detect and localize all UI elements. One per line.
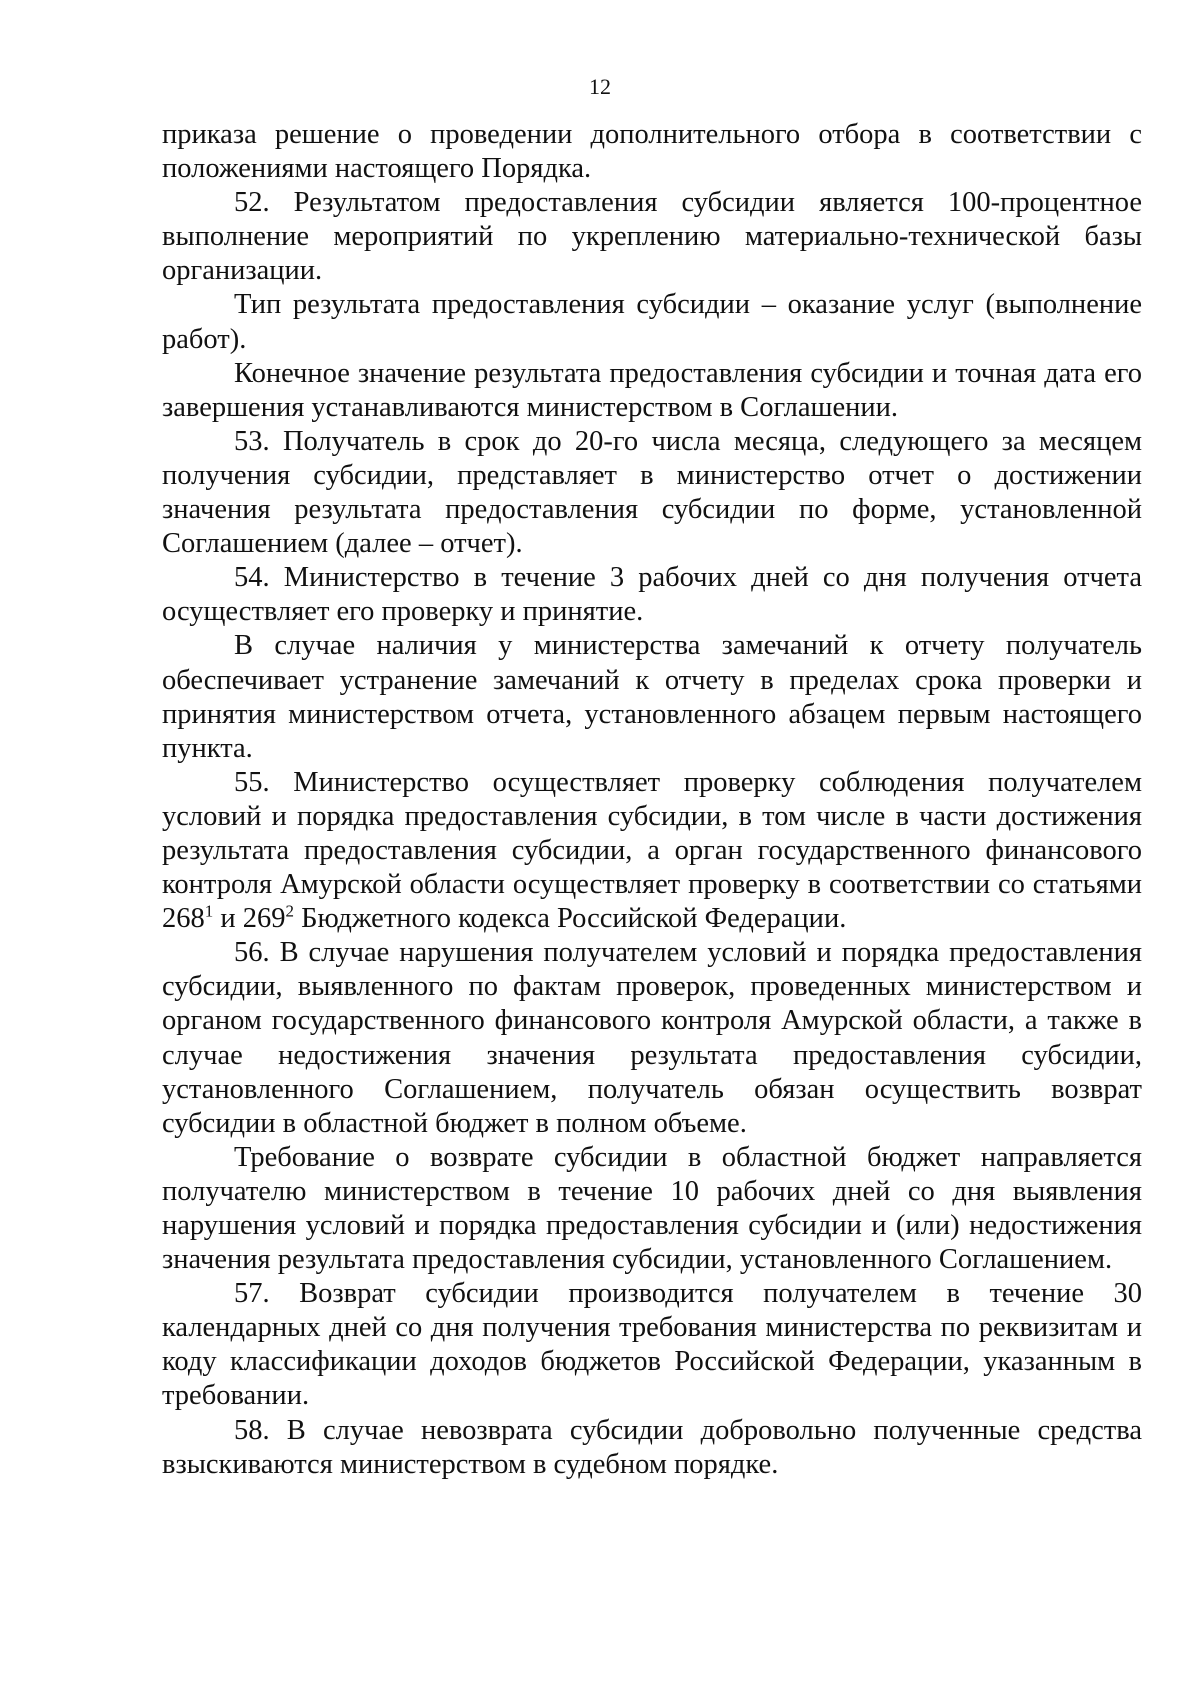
document-body: [162, 118, 1142, 1482]
conjunction: и: [213, 903, 243, 935]
paragraph-continuation: приказа решение о проведении дополнительного отбора в соответствии с положениями настоящего Порядка.: [162, 119, 1142, 185]
paragraph-56: 56. В случае нарушения получателем условий и порядка предоставления субсидии, выявленного по фактам проверок, проведенных министерством и органом государственного финансового контроля Амурской области, а также в случае недостижения значения результата предоставления субсидии, установленного Соглашением, получатель обязан осуществить возврат субсидии в областной бюджет в полном объеме.: [162, 937, 1142, 1139]
paragraph-57: 57. Возврат субсидии производится получателем в течение 30 календарных дней со дня получения требования министерства по реквизитам и коду классификации доходов бюджетов Российской Федерации, указанным в требовании.: [162, 1278, 1142, 1412]
paragraph-result-type: Тип результата предоставления субсидии – оказание услуг (выполнение работ).: [162, 289, 1142, 355]
page-number: 12: [589, 74, 611, 99]
paragraph-52: 52. Результатом предоставления субсидии является 100-процентное выполнение мероприятий по укреплению материально-технической базы организации.: [162, 187, 1142, 287]
paragraph-54: 54. Министерство в течение 3 рабочих дней со дня получения отчета осуществляет его проверку и принятие.: [162, 562, 1142, 628]
article-269: 269: [242, 903, 286, 935]
paragraph-58: 58. В случае невозврата субсидии добровольно полученные средства взыскиваются министерством в судебном порядке.: [162, 1414, 1142, 1480]
paragraph-55: [162, 766, 1142, 936]
paragraph-final-value: Конечное значение результата предоставления субсидии и точная дата его завершения устанавливаются министерством в Соглашении.: [162, 357, 1142, 423]
article-268: 268: [162, 903, 205, 935]
paragraph-55-text-after: Бюджетного кодекса Российской Федерации.: [294, 903, 847, 935]
paragraph-refund-demand: Требование о возврате субсидии в областной бюджет направляется получателю министерством в течение 10 рабочих дней со дня выявления нарушения условий и порядка предоставления субсидии и (или) недостижения значения результата предоставления субсидии, установленного Соглашением.: [162, 1141, 1142, 1276]
article-269-superscript: 2: [285, 901, 295, 921]
paragraph-55-text-before: 55. Министерство осуществляет проверку соблюдения получателем условий и порядка предоставления субсидии, в том числе в части достижения результата предоставления субсидии, а орган государственного финансового контроля Амурской области осуществляет проверку в соответствии со статьями: [162, 766, 1142, 901]
paragraph-53: 53. Получатель в срок до 20-го числа месяца, следующего за месяцем получения субсидии, представляет в министерство отчет о достижении значения результата предоставления субсидии по форме, установленной Соглашением (далее – отчет).: [162, 425, 1142, 560]
article-268-superscript: 1: [204, 901, 214, 921]
paragraph-remarks: В случае наличия у министерства замечаний к отчету получатель обеспечивает устранение замечаний к отчету в пределах срока проверки и принятия министерством отчета, установленного абзацем первым настоящего пункта.: [162, 630, 1142, 764]
